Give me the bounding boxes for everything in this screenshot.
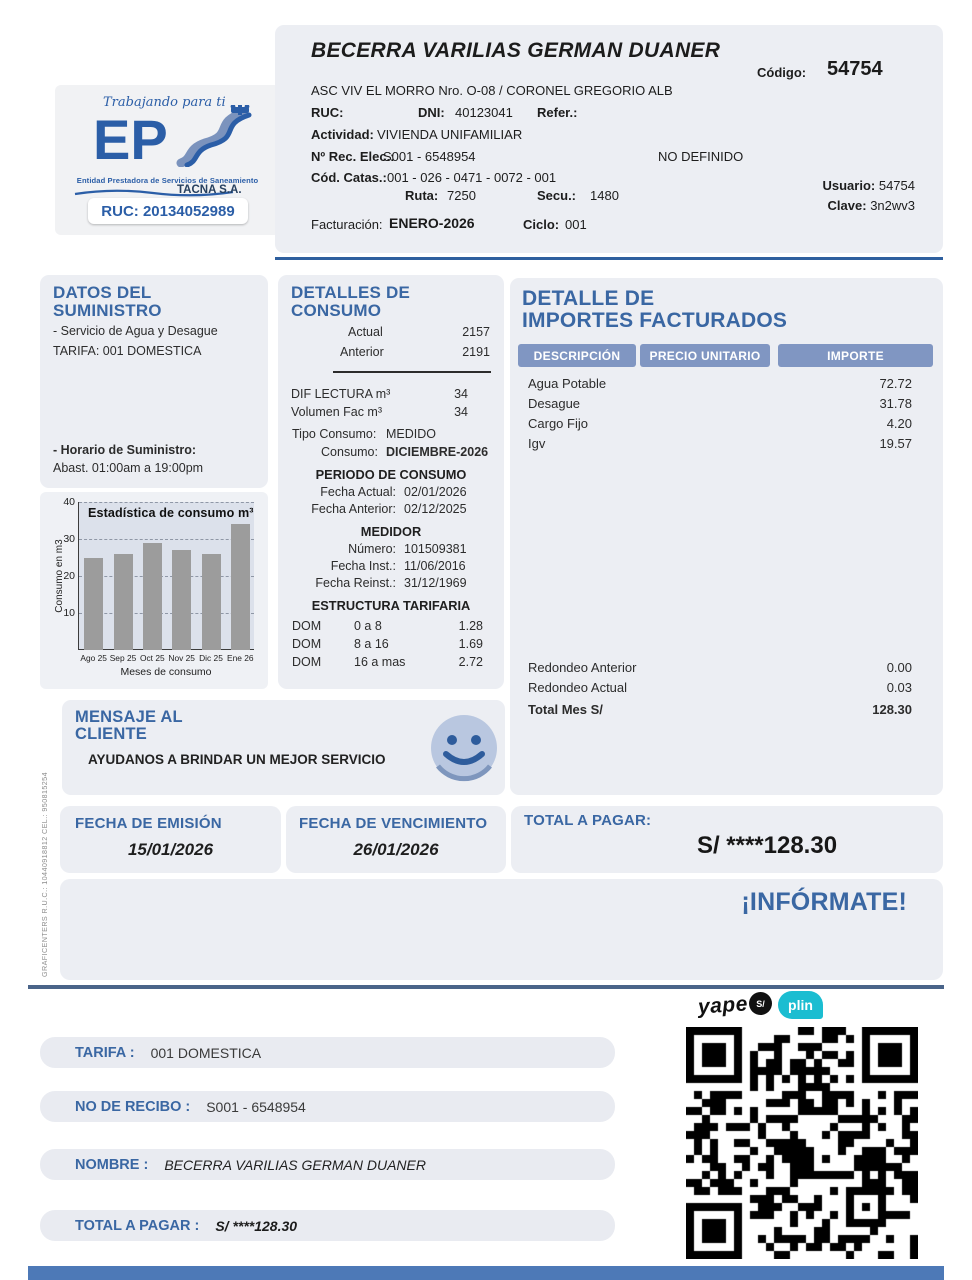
rec-elec-label: Nº Rec. Elec.: (311, 149, 395, 164)
stub-row-nombre (40, 1149, 615, 1180)
total-a-pagar-value: S/ ****128.30 (696, 832, 838, 859)
consumo-title: DETALLES DE CONSUMO (291, 283, 411, 320)
fecha-reinst-label: Fecha Reinst.: (315, 576, 396, 590)
reading-divider (333, 371, 491, 373)
medidor-numero-value: 101509381 (404, 542, 467, 556)
tarifa-row-tipo: DOM (292, 637, 322, 651)
stub-tarifa-label: TARIFA : (75, 1044, 135, 1061)
tarifa-row-rango: 0 a 8 (354, 619, 382, 633)
stub-recibo-label: NO DE RECIBO : (75, 1098, 191, 1115)
bottom-bar (28, 1266, 944, 1280)
chart-bar-dic-25 (202, 554, 221, 650)
rec-elec-value: S001 - 6548954 (383, 149, 476, 164)
facturacion-label: Facturación: (311, 217, 383, 232)
ruc-label: RUC: (311, 105, 344, 120)
facturacion-value: ENERO-2026 (389, 215, 475, 231)
importe-row-value: 31.78 (879, 396, 912, 411)
fecha-vencimiento-box (286, 806, 506, 873)
dif-value: 34 (454, 387, 468, 401)
chart-title: Estadística de consumo m³ (88, 506, 254, 520)
redondeo-anterior-value: 0.00 (886, 660, 912, 675)
clave-row (775, 198, 915, 213)
stub-total-value: S/ ****128.30 (215, 1217, 298, 1234)
stub-row-recibo (40, 1091, 615, 1122)
importe-row-value: 72.72 (879, 376, 912, 391)
tarifa-row-tipo: DOM (292, 619, 322, 633)
no-definido: NO DEFINIDO (658, 149, 744, 164)
catas-value: 001 - 026 - 0471 - 0072 - 001 (387, 170, 557, 185)
horario-label: - Horario de Suministro: (53, 443, 197, 457)
stub-total-label: TOTAL A PAGAR : (75, 1217, 200, 1234)
importe-row-value: 4.20 (886, 416, 912, 431)
dni-value: 40123041 (455, 105, 513, 120)
informate-title: ¡INFÓRMATE! (741, 888, 907, 916)
chart-gridline (79, 576, 254, 577)
redondeo-anterior-label: Redondeo Anterior (528, 660, 637, 675)
logo-ruc: RUC: 20134052989 (88, 198, 248, 224)
importes-title: DETALLE DE IMPORTES FACTURADOS (522, 287, 788, 332)
stub-tarifa-value: 001 DOMESTICA (150, 1044, 262, 1061)
column-header-descripcion: DESCRIPCIÓN (518, 344, 636, 367)
usuario-value: 54754 (878, 178, 915, 193)
chart-xtick: Nov 25 (168, 653, 195, 663)
secu-value: 1480 (590, 188, 619, 203)
tarifa-row-rango: 16 a mas (354, 655, 406, 669)
importes-panel (510, 278, 943, 795)
customer-name: BECERRA VARILIAS GERMAN DUANER (311, 39, 721, 62)
consumo-mes-label: Consumo: (321, 445, 378, 459)
stub-row-total (40, 1210, 615, 1241)
chart-ytick: 30 (63, 533, 75, 545)
chart-gridline (79, 613, 254, 614)
header-underline (275, 257, 943, 260)
actual-label: Actual (348, 325, 383, 339)
importe-row-value: 19.57 (879, 436, 912, 451)
tarifa-row-tipo: DOM (292, 655, 322, 669)
tipo-consumo-value: MEDIDO (386, 427, 436, 441)
yape-logo-icon: yape (697, 992, 749, 1019)
mensaje-title: MENSAJE AL CLIENTE (75, 708, 183, 744)
stub-row-tarifa (40, 1037, 615, 1068)
yape-badge-icon: S/ (749, 992, 772, 1015)
chart-gridline (79, 502, 254, 503)
fecha-anterior-label: Fecha Anterior: (311, 502, 396, 516)
refer-label: Refer.: (537, 105, 578, 120)
suministro-tarifa: TARIFA: 001 DOMESTICA (53, 344, 202, 358)
ciclo-value: 001 (565, 217, 587, 232)
chart-ylabel: Consumo en m3 (54, 539, 65, 613)
fecha-emision-label: FECHA DE EMISIÓN (75, 815, 222, 832)
suministro-servicio: - Servicio de Agua y Desague (53, 324, 218, 338)
logo-block (55, 85, 280, 235)
suministro-title: DATOS DEL SUMINISTRO (53, 283, 162, 320)
chart-bar-oct-25 (143, 543, 162, 650)
fecha-actual-label: Fecha Actual: (320, 485, 396, 499)
chart-bar-ene-26 (231, 524, 250, 650)
vol-label: Volumen Fac m³ (291, 405, 383, 419)
consumo-panel (278, 275, 504, 689)
tear-line (28, 985, 944, 989)
chart-xtick: Ene 26 (227, 653, 254, 663)
fecha-reinst-value: 31/12/1969 (404, 576, 467, 590)
smiley-icon (428, 712, 500, 789)
actividad-value: VIVIENDA UNIFAMILIAR (377, 127, 523, 142)
actual-value: 2157 (462, 325, 490, 339)
suministro-panel (40, 275, 268, 488)
eps-logo-icon (93, 105, 253, 167)
stub-nombre-value: BECERRA VARILIAS GERMAN DUANER (164, 1156, 426, 1173)
clave-label: Clave: (827, 198, 867, 213)
chart-bar-sep-25 (114, 554, 133, 650)
stub-nombre-label: NOMBRE : (75, 1156, 149, 1173)
dif-label: DIF LECTURA m³ (291, 387, 391, 401)
total-a-pagar-box (511, 806, 943, 873)
horario-value: Abast. 01:00am a 19:00pm (53, 461, 204, 475)
customer-header-panel (275, 25, 943, 253)
usuario-label: Usuario: (822, 178, 876, 193)
anterior-label: Anterior (340, 345, 384, 359)
secu-label: Secu.: (537, 188, 577, 203)
chart-xtick: Ago 25 (80, 653, 107, 663)
customer-address: ASC VIV EL MORRO Nro. O-08 / CORONEL GREGORIO ALB (311, 83, 673, 98)
importe-row-desc: Agua Potable (528, 376, 607, 391)
codigo-label: Código: (757, 65, 807, 80)
chart-bar-nov-25 (172, 550, 191, 650)
fecha-emision-value: 15/01/2026 (127, 840, 214, 859)
chart-ytick: 20 (63, 570, 75, 582)
estructura-title: ESTRUCTURA TARIFARIA (311, 598, 471, 613)
fecha-inst-label: Fecha Inst.: (330, 559, 396, 573)
chart-xlabel: Meses de consumo (120, 666, 212, 678)
importe-row-desc: Igv (528, 436, 546, 451)
fecha-emision-box (60, 806, 281, 873)
medidor-numero-label: Número: (348, 542, 396, 556)
actividad-label: Actividad: (311, 127, 374, 142)
chart-ytick: 10 (63, 607, 75, 619)
mensaje-panel (62, 700, 505, 795)
chart-ytick: 40 (63, 496, 75, 508)
consumption-chart (40, 492, 268, 689)
column-header-importe: IMPORTE (778, 344, 933, 367)
logo-tagline: Trabajando para ti (103, 95, 226, 110)
chart-xtick: Sep 25 (109, 653, 137, 663)
codigo-value: 54754 (827, 58, 883, 80)
clave-value: 3n2wv3 (870, 198, 915, 213)
anterior-value: 2191 (462, 345, 490, 359)
redondeo-actual-label: Redondeo Actual (528, 680, 628, 695)
tarifa-row-precio: 2.72 (458, 655, 483, 669)
informate-panel (60, 879, 943, 980)
qr-code (686, 1027, 918, 1259)
total-mes-value: 128.30 (872, 702, 912, 717)
importe-row-desc: Desague (528, 396, 581, 411)
periodo-title: PERIODO DE CONSUMO (315, 467, 467, 482)
fecha-vencimiento-label: FECHA DE VENCIMIENTO (299, 815, 488, 832)
chart-plot-area (63, 496, 254, 663)
printer-credit: GRAFICENTERS R.U.C.: 10440918812 CEL.: 950815254 (40, 772, 49, 977)
stub-recibo-value: S001 - 6548954 (206, 1098, 306, 1115)
column-header-precio-unitario: PRECIO UNITARIO (640, 344, 770, 367)
chart-gridline (79, 539, 254, 540)
usuario-row (775, 178, 915, 193)
dni-label: DNI: (418, 105, 445, 120)
importe-row-desc: Cargo Fijo (528, 416, 588, 431)
total-a-pagar-label: TOTAL A PAGAR: (524, 812, 652, 829)
chart-xtick: Oct 25 (139, 653, 165, 663)
fecha-vencimiento-value: 26/01/2026 (353, 840, 439, 859)
chart-bar-ago-25 (84, 558, 103, 651)
fecha-anterior-value: 02/12/2025 (404, 502, 467, 516)
tipo-consumo-label: Tipo Consumo: (292, 427, 377, 441)
consumo-mes-value: DICIEMBRE-2026 (386, 445, 489, 459)
vol-value: 34 (454, 405, 468, 419)
tarifa-row-precio: 1.69 (458, 637, 483, 651)
svg-text:EP: EP (93, 108, 168, 167)
tarifa-row-precio: 1.28 (458, 619, 483, 633)
logo-company: TACNA S.A. (177, 184, 242, 196)
ruta-label: Ruta: (405, 188, 439, 203)
ciclo-label: Ciclo: (523, 217, 560, 232)
logo-subtitle: Entidad Prestadora de Servicios de Saneamiento (76, 176, 259, 185)
tarifa-row-rango: 8 a 16 (354, 637, 389, 651)
total-mes-label: Total Mes S/ (528, 702, 603, 717)
catas-label: Cód. Catas.: (311, 170, 387, 185)
fecha-actual-value: 02/01/2026 (404, 485, 467, 499)
medidor-title: MEDIDOR (360, 524, 422, 539)
mensaje-body: AYUDANOS A BRINDAR UN MEJOR SERVICIO (88, 752, 386, 767)
ruta-value: 7250 (447, 188, 476, 203)
fecha-inst-value: 11/06/2016 (404, 559, 466, 573)
chart-xtick: Dic 25 (199, 653, 223, 663)
plin-logo-icon: plin (778, 991, 823, 1019)
redondeo-actual-value: 0.03 (886, 680, 912, 695)
